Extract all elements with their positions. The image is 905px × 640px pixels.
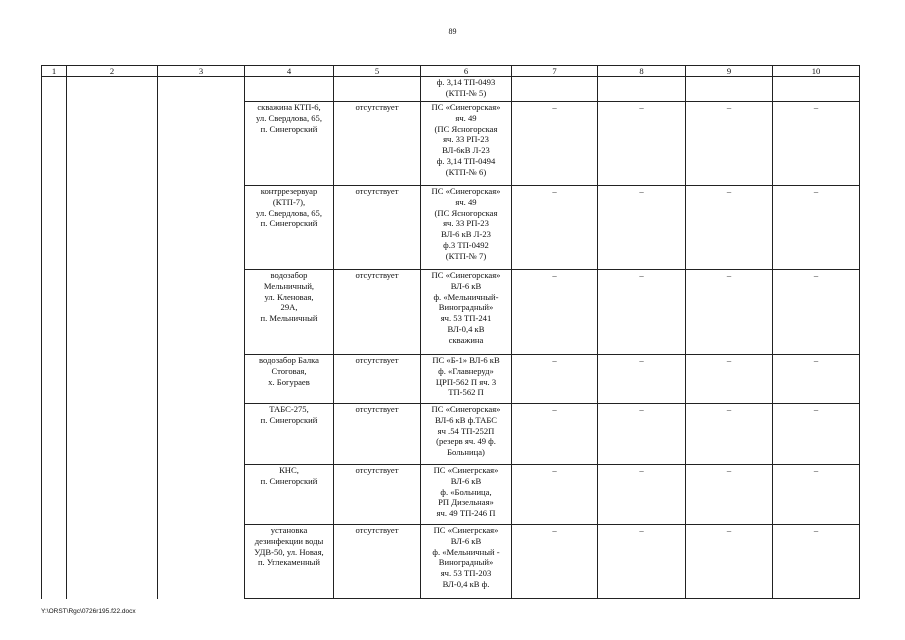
supply-cell: ПС «Синегрская» ВЛ-6 кВ ф. «Мельничный - Виноградный» яч. 53 ТП-203 ВЛ-0,4 кВ ф. — [421, 525, 512, 599]
object-cell: скважина КТП-6, ул. Свердлова, 65, п. Синегорский — [245, 102, 334, 186]
column-header: 10 — [773, 66, 860, 77]
table-cell — [245, 77, 334, 102]
col8-cell: – — [598, 270, 686, 355]
col8-cell: – — [598, 355, 686, 404]
status-cell: отсутствует — [334, 186, 421, 270]
table-cell — [67, 270, 158, 355]
column-header: 3 — [158, 66, 245, 77]
table-cell — [67, 525, 158, 599]
col7-cell: – — [512, 525, 598, 599]
col7-cell: – — [512, 465, 598, 525]
object-cell: ТАБС-275, п. Синегорский — [245, 404, 334, 465]
data-table — [41, 65, 860, 599]
col7-cell: – — [512, 355, 598, 404]
table-cell — [42, 77, 67, 102]
page-number: 89 — [448, 27, 457, 36]
table-row — [42, 404, 860, 465]
table-cell — [42, 186, 67, 270]
col9-cell: – — [686, 270, 773, 355]
table-cell — [42, 465, 67, 525]
column-number-row — [42, 66, 860, 77]
column-header: 9 — [686, 66, 773, 77]
table-cell — [512, 77, 598, 102]
status-cell: отсутствует — [334, 404, 421, 465]
table-cell — [67, 77, 158, 102]
table-cell — [158, 270, 245, 355]
table-cell — [158, 404, 245, 465]
column-header: 6 — [421, 66, 512, 77]
file-path-footer: Y:\ORST\Rgc\0726r195.f22.docx — [41, 608, 136, 615]
table-cell — [158, 355, 245, 404]
column-header: 5 — [334, 66, 421, 77]
table-cell — [42, 355, 67, 404]
col9-cell: – — [686, 465, 773, 525]
col10-cell: – — [773, 404, 860, 465]
object-cell: КНС, п. Синегорский — [245, 465, 334, 525]
column-header: 7 — [512, 66, 598, 77]
col9-cell: – — [686, 355, 773, 404]
table-cell — [158, 465, 245, 525]
col10-cell: – — [773, 525, 860, 599]
object-cell: водозабор Мельничный, ул. Кленовая, 29А, п. Мельничный — [245, 270, 334, 355]
col10-cell: – — [773, 270, 860, 355]
col8-cell: – — [598, 525, 686, 599]
col9-cell: – — [686, 525, 773, 599]
col7-cell: – — [512, 404, 598, 465]
table-cell — [598, 77, 686, 102]
table-cell — [67, 102, 158, 186]
col8-cell: – — [598, 102, 686, 186]
col9-cell: – — [686, 186, 773, 270]
table-cell — [42, 525, 67, 599]
table-cell — [42, 404, 67, 465]
column-header: 8 — [598, 66, 686, 77]
table-row — [42, 186, 860, 270]
table-row — [42, 355, 860, 404]
table-row — [42, 270, 860, 355]
col7-cell: – — [512, 270, 598, 355]
status-cell: отсутствует — [334, 270, 421, 355]
object-cell: водозабор Балка Стоговая, х. Богураев — [245, 355, 334, 404]
table-row — [42, 102, 860, 186]
status-cell: отсутствует — [334, 465, 421, 525]
object-cell: установка дезинфекции воды УДВ-50, ул. Новая, п. Углекаменный — [245, 525, 334, 599]
object-cell: контррезервуар (КТП-7), ул. Свердлова, 65, п. Синегорский — [245, 186, 334, 270]
table-cell — [686, 77, 773, 102]
col8-cell: – — [598, 186, 686, 270]
col7-cell: – — [512, 102, 598, 186]
col10-cell: – — [773, 465, 860, 525]
table-cell — [42, 102, 67, 186]
table-cell — [67, 404, 158, 465]
table-cell — [773, 77, 860, 102]
col9-cell: – — [686, 404, 773, 465]
column-header: 1 — [42, 66, 67, 77]
table-cell — [334, 77, 421, 102]
status-cell: отсутствует — [334, 102, 421, 186]
supply-cell: ПС «Синегорская» ВЛ-6 кВ ф. «Мельничный- Виноградный» яч. 53 ТП-241 ВЛ-0,4 кВ скважина — [421, 270, 512, 355]
col8-cell: – — [598, 465, 686, 525]
table-cell — [158, 102, 245, 186]
status-cell: отсутствует — [334, 525, 421, 599]
table-body — [42, 66, 860, 599]
table-row — [42, 525, 860, 599]
column-header: 2 — [67, 66, 158, 77]
column-header: 4 — [245, 66, 334, 77]
continuation-supply-cell: ф. 3,14 ТП-0493 (КТП-№ 5) — [421, 77, 512, 102]
supply-cell: ПС «Б-1» ВЛ-6 кВ ф. «Главнеруд» ЦРП-562 П яч. 3 ТП-562 П — [421, 355, 512, 404]
supply-cell: ПС «Синегрская» ВЛ-6 кВ ф. «Больница, РП Дизельная» яч. 49 ТП-246 П — [421, 465, 512, 525]
continuation-row — [42, 77, 860, 102]
table-cell — [158, 77, 245, 102]
table-cell — [67, 465, 158, 525]
table-cell — [158, 186, 245, 270]
table-cell — [42, 270, 67, 355]
col9-cell: – — [686, 102, 773, 186]
table-cell — [67, 355, 158, 404]
col10-cell: – — [773, 355, 860, 404]
supply-cell: ПС «Синегорская» яч. 49 (ПС Ясногорская яч. 33 РП-23 ВЛ-6кВ Л-23 ф. 3,14 ТП-0494 (КТП-№ 6) — [421, 102, 512, 186]
col10-cell: – — [773, 186, 860, 270]
table-cell — [158, 525, 245, 599]
col7-cell: – — [512, 186, 598, 270]
supply-cell: ПС «Синегорская» яч. 49 (ПС Ясногорская яч. 33 РП-23 ВЛ-6 кВ Л-23 ф.3 ТП-0492 (КТП-№ 7) — [421, 186, 512, 270]
table-cell — [67, 186, 158, 270]
table-row — [42, 465, 860, 525]
status-cell: отсутствует — [334, 355, 421, 404]
supply-cell: ПС «Синегорская» ВЛ-6 кВ ф.ТАБС яч .54 ТП-252П (резерв яч. 49 ф. Больница) — [421, 404, 512, 465]
col8-cell: – — [598, 404, 686, 465]
col10-cell: – — [773, 102, 860, 186]
